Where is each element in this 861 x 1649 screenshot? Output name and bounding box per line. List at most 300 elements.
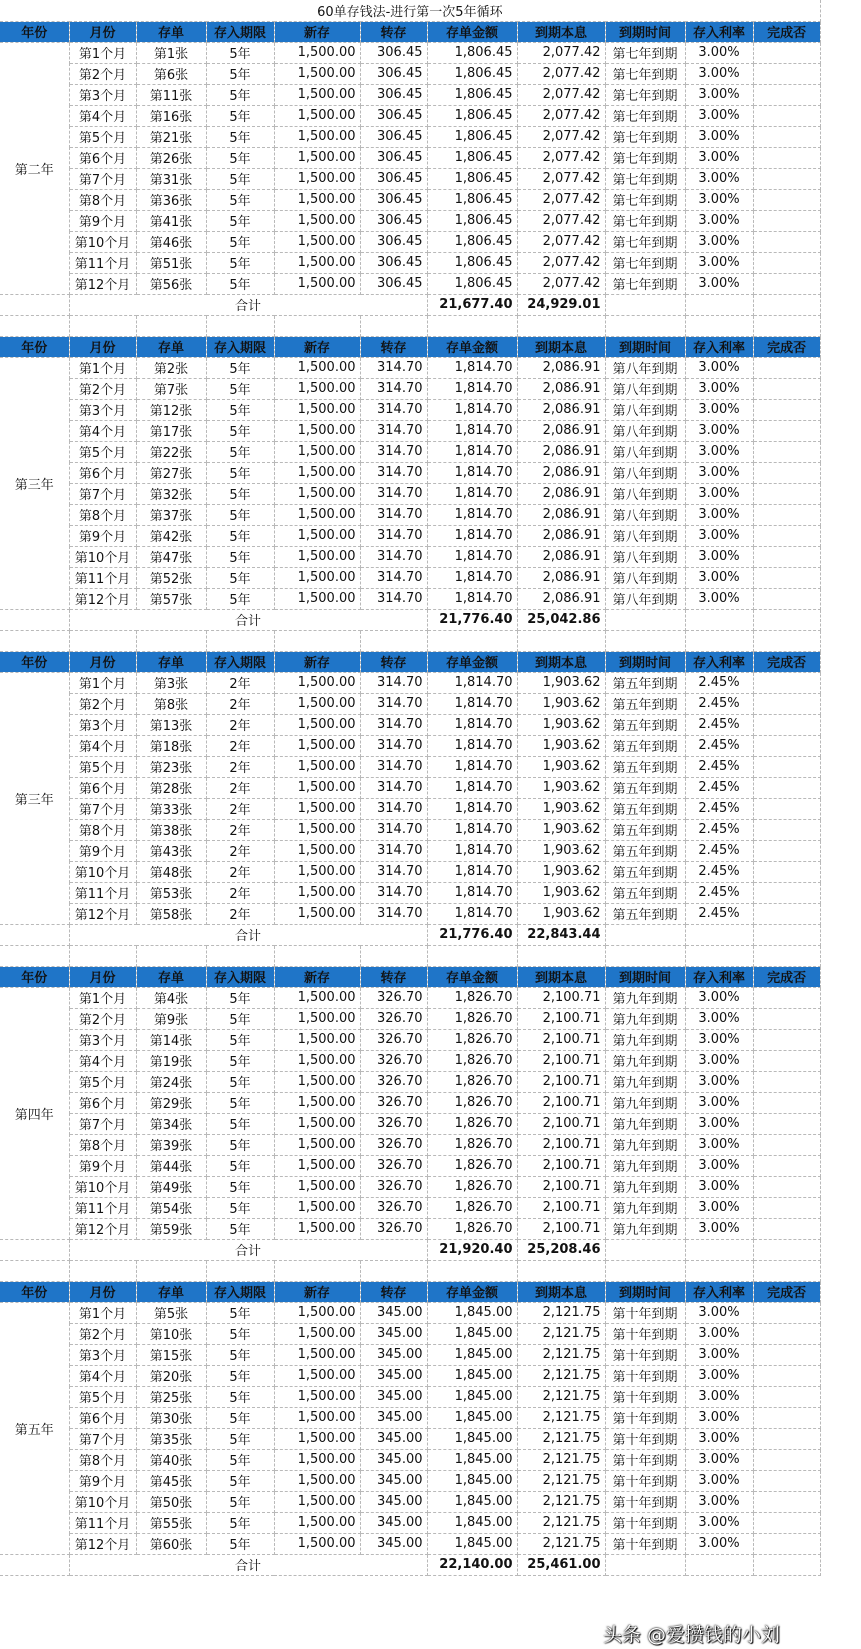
maturity-amount-cell: 2,077.42 <box>517 126 605 147</box>
rollover-cell: 306.45 <box>360 231 427 252</box>
deposit-amount-cell: 1,845.00 <box>427 1512 517 1533</box>
maturity-time-cell: 第七年到期 <box>605 105 685 126</box>
term-cell: 2年 <box>206 756 274 777</box>
deposit-amount-cell: 1,845.00 <box>427 1470 517 1491</box>
table-row <box>0 210 820 231</box>
new-deposit-cell: 1,500.00 <box>274 1155 360 1176</box>
header-year: 年份 <box>0 1281 69 1302</box>
done-cell <box>753 1470 820 1491</box>
month-cell: 第11个月 <box>69 252 136 273</box>
maturity-amount-cell: 2,100.71 <box>517 1134 605 1155</box>
maturity-time-cell: 第七年到期 <box>605 42 685 63</box>
header-month: 月份 <box>69 966 136 987</box>
table-row <box>0 357 820 378</box>
rollover-cell: 345.00 <box>360 1512 427 1533</box>
term-cell: 5年 <box>206 441 274 462</box>
done-cell <box>753 420 820 441</box>
term-cell: 5年 <box>206 126 274 147</box>
rate-cell: 3.00% <box>685 1071 753 1092</box>
header-deposit-amount: 存单金额 <box>427 966 517 987</box>
maturity-time-cell: 第七年到期 <box>605 252 685 273</box>
maturity-time-cell: 第九年到期 <box>605 1071 685 1092</box>
maturity-time-cell: 第九年到期 <box>605 1218 685 1239</box>
empty-cell <box>0 1260 69 1281</box>
deposit-no-cell: 第25张 <box>136 1386 206 1407</box>
deposit-no-cell: 第50张 <box>136 1491 206 1512</box>
title-row <box>0 0 820 21</box>
maturity-amount-cell: 2,100.71 <box>517 1218 605 1239</box>
deposit-amount-cell: 1,814.70 <box>427 525 517 546</box>
maturity-time-cell: 第七年到期 <box>605 84 685 105</box>
new-deposit-cell: 1,500.00 <box>274 777 360 798</box>
term-cell: 2年 <box>206 798 274 819</box>
table-row <box>0 84 820 105</box>
done-cell <box>753 1218 820 1239</box>
empty-cell <box>0 945 69 966</box>
deposit-amount-cell: 1,826.70 <box>427 1029 517 1050</box>
done-cell <box>753 1449 820 1470</box>
rate-cell: 3.00% <box>685 1365 753 1386</box>
month-cell: 第12个月 <box>69 903 136 924</box>
new-deposit-cell: 1,500.00 <box>274 840 360 861</box>
rollover-cell: 326.70 <box>360 1197 427 1218</box>
done-cell <box>753 1323 820 1344</box>
deposit-amount-cell: 1,845.00 <box>427 1428 517 1449</box>
table-row <box>0 168 820 189</box>
new-deposit-cell: 1,500.00 <box>274 525 360 546</box>
maturity-time-cell: 第十年到期 <box>605 1470 685 1491</box>
rate-cell: 3.00% <box>685 105 753 126</box>
empty-cell <box>427 630 517 651</box>
term-cell: 5年 <box>206 1491 274 1512</box>
maturity-time-cell: 第五年到期 <box>605 777 685 798</box>
maturity-amount-cell: 2,121.75 <box>517 1386 605 1407</box>
year-cell: 第五年 <box>0 1302 69 1554</box>
new-deposit-cell: 1,500.00 <box>274 1512 360 1533</box>
maturity-amount-cell: 2,100.71 <box>517 1155 605 1176</box>
rate-cell: 3.00% <box>685 1113 753 1134</box>
maturity-time-cell: 第十年到期 <box>605 1386 685 1407</box>
deposit-amount-cell: 1,814.70 <box>427 777 517 798</box>
done-cell <box>753 798 820 819</box>
maturity-time-cell: 第九年到期 <box>605 1197 685 1218</box>
header-deposit-amount: 存单金额 <box>427 336 517 357</box>
maturity-time-cell: 第十年到期 <box>605 1449 685 1470</box>
term-cell: 5年 <box>206 1197 274 1218</box>
rate-cell: 3.00% <box>685 210 753 231</box>
new-deposit-cell: 1,500.00 <box>274 399 360 420</box>
deposit-no-cell: 第13张 <box>136 714 206 735</box>
new-deposit-cell: 1,500.00 <box>274 42 360 63</box>
table-row <box>0 1302 820 1323</box>
rate-cell: 3.00% <box>685 126 753 147</box>
total-maturity-amount: 24,929.01 <box>517 294 605 315</box>
deposit-amount-cell: 1,814.70 <box>427 588 517 609</box>
term-cell: 5年 <box>206 1050 274 1071</box>
new-deposit-cell: 1,500.00 <box>274 1470 360 1491</box>
done-cell <box>753 1512 820 1533</box>
maturity-amount-cell: 2,086.91 <box>517 399 605 420</box>
deposit-amount-cell: 1,826.70 <box>427 1197 517 1218</box>
deposit-no-cell: 第3张 <box>136 672 206 693</box>
deposit-amount-cell: 1,806.45 <box>427 231 517 252</box>
header-term: 存入期限 <box>206 966 274 987</box>
header-maturity-time: 到期时间 <box>605 21 685 42</box>
term-cell: 2年 <box>206 819 274 840</box>
rollover-cell: 306.45 <box>360 126 427 147</box>
deposit-amount-cell: 1,806.45 <box>427 84 517 105</box>
month-cell: 第10个月 <box>69 861 136 882</box>
deposit-no-cell: 第32张 <box>136 483 206 504</box>
header-deposit-no: 存单 <box>136 966 206 987</box>
new-deposit-cell: 1,500.00 <box>274 1218 360 1239</box>
maturity-time-cell: 第十年到期 <box>605 1302 685 1323</box>
total-deposit-amount: 22,140.00 <box>427 1554 517 1575</box>
new-deposit-cell: 1,500.00 <box>274 1491 360 1512</box>
rollover-cell: 306.45 <box>360 84 427 105</box>
rate-cell: 2.45% <box>685 777 753 798</box>
month-cell: 第1个月 <box>69 42 136 63</box>
new-deposit-cell: 1,500.00 <box>274 756 360 777</box>
empty-cell <box>753 924 820 945</box>
empty-cell <box>605 1554 685 1575</box>
term-cell: 5年 <box>206 1344 274 1365</box>
done-cell <box>753 147 820 168</box>
deposit-no-cell: 第52张 <box>136 567 206 588</box>
new-deposit-cell: 1,500.00 <box>274 147 360 168</box>
done-cell <box>753 1365 820 1386</box>
header-maturity-time: 到期时间 <box>605 651 685 672</box>
maturity-time-cell: 第七年到期 <box>605 231 685 252</box>
deposit-no-cell: 第30张 <box>136 1407 206 1428</box>
rollover-cell: 314.70 <box>360 462 427 483</box>
month-cell: 第11个月 <box>69 567 136 588</box>
done-cell <box>753 357 820 378</box>
empty-cell <box>69 1260 136 1281</box>
deposit-amount-cell: 1,814.70 <box>427 567 517 588</box>
header-row <box>0 966 820 987</box>
table-row <box>0 462 820 483</box>
term-cell: 5年 <box>206 588 274 609</box>
done-cell <box>753 1197 820 1218</box>
header-maturity-amount: 到期本息 <box>517 21 605 42</box>
new-deposit-cell: 1,500.00 <box>274 210 360 231</box>
rollover-cell: 326.70 <box>360 1134 427 1155</box>
term-cell: 5年 <box>206 1029 274 1050</box>
empty-cell <box>685 630 753 651</box>
deposit-no-cell: 第2张 <box>136 357 206 378</box>
maturity-time-cell: 第十年到期 <box>605 1323 685 1344</box>
maturity-amount-cell: 2,086.91 <box>517 462 605 483</box>
table-row <box>0 1071 820 1092</box>
term-cell: 5年 <box>206 987 274 1008</box>
rollover-cell: 314.70 <box>360 378 427 399</box>
rollover-cell: 314.70 <box>360 777 427 798</box>
maturity-amount-cell: 2,100.71 <box>517 1050 605 1071</box>
table-row <box>0 105 820 126</box>
term-cell: 2年 <box>206 861 274 882</box>
table-row <box>0 798 820 819</box>
new-deposit-cell: 1,500.00 <box>274 798 360 819</box>
maturity-time-cell: 第十年到期 <box>605 1491 685 1512</box>
done-cell <box>753 1113 820 1134</box>
maturity-time-cell: 第五年到期 <box>605 861 685 882</box>
table-row <box>0 861 820 882</box>
maturity-time-cell: 第十年到期 <box>605 1365 685 1386</box>
deposit-amount-cell: 1,826.70 <box>427 1176 517 1197</box>
table-row <box>0 1449 820 1470</box>
new-deposit-cell: 1,500.00 <box>274 1134 360 1155</box>
table-row <box>0 525 820 546</box>
rate-cell: 3.00% <box>685 1134 753 1155</box>
rate-cell: 3.00% <box>685 1197 753 1218</box>
term-cell: 5年 <box>206 42 274 63</box>
deposit-amount-cell: 1,845.00 <box>427 1344 517 1365</box>
term-cell: 2年 <box>206 777 274 798</box>
done-cell <box>753 1134 820 1155</box>
maturity-amount-cell: 2,100.71 <box>517 1113 605 1134</box>
term-cell: 5年 <box>206 483 274 504</box>
maturity-amount-cell: 2,086.91 <box>517 525 605 546</box>
deposit-amount-cell: 1,814.70 <box>427 819 517 840</box>
month-cell: 第1个月 <box>69 357 136 378</box>
deposit-no-cell: 第47张 <box>136 546 206 567</box>
rate-cell: 2.45% <box>685 756 753 777</box>
header-year: 年份 <box>0 336 69 357</box>
rollover-cell: 314.70 <box>360 903 427 924</box>
deposit-no-cell: 第53张 <box>136 882 206 903</box>
maturity-amount-cell: 2,077.42 <box>517 189 605 210</box>
maturity-amount-cell: 1,903.62 <box>517 777 605 798</box>
done-cell <box>753 735 820 756</box>
rollover-cell: 314.70 <box>360 840 427 861</box>
header-maturity-amount: 到期本息 <box>517 651 605 672</box>
maturity-amount-cell: 2,077.42 <box>517 147 605 168</box>
month-cell: 第9个月 <box>69 525 136 546</box>
maturity-time-cell: 第七年到期 <box>605 168 685 189</box>
maturity-time-cell: 第八年到期 <box>605 525 685 546</box>
maturity-time-cell: 第五年到期 <box>605 714 685 735</box>
deposit-no-cell: 第12张 <box>136 399 206 420</box>
deposit-amount-cell: 1,806.45 <box>427 210 517 231</box>
header-new-deposit: 新存 <box>274 651 360 672</box>
rate-cell: 3.00% <box>685 1302 753 1323</box>
deposit-amount-cell: 1,845.00 <box>427 1449 517 1470</box>
header-month: 月份 <box>69 21 136 42</box>
maturity-time-cell: 第十年到期 <box>605 1533 685 1554</box>
done-cell <box>753 441 820 462</box>
new-deposit-cell: 1,500.00 <box>274 441 360 462</box>
done-cell <box>753 525 820 546</box>
done-cell <box>753 1491 820 1512</box>
maturity-amount-cell: 2,121.75 <box>517 1491 605 1512</box>
month-cell: 第9个月 <box>69 1470 136 1491</box>
empty-cell <box>0 924 69 945</box>
total-deposit-amount: 21,920.40 <box>427 1239 517 1260</box>
rate-cell: 2.45% <box>685 672 753 693</box>
table-row <box>0 756 820 777</box>
table-row <box>0 672 820 693</box>
month-cell: 第12个月 <box>69 273 136 294</box>
done-cell <box>753 168 820 189</box>
rate-cell: 3.00% <box>685 399 753 420</box>
year-cell: 第二年 <box>0 42 69 294</box>
month-cell: 第4个月 <box>69 1050 136 1071</box>
maturity-amount-cell: 1,903.62 <box>517 819 605 840</box>
deposit-no-cell: 第5张 <box>136 1302 206 1323</box>
empty-cell <box>605 1260 685 1281</box>
table-row <box>0 42 820 63</box>
deposit-amount-cell: 1,814.70 <box>427 714 517 735</box>
maturity-time-cell: 第五年到期 <box>605 672 685 693</box>
rate-cell: 3.00% <box>685 1323 753 1344</box>
new-deposit-cell: 1,500.00 <box>274 714 360 735</box>
term-cell: 5年 <box>206 1092 274 1113</box>
maturity-amount-cell: 2,077.42 <box>517 105 605 126</box>
maturity-time-cell: 第八年到期 <box>605 546 685 567</box>
rollover-cell: 345.00 <box>360 1344 427 1365</box>
empty-cell <box>206 630 274 651</box>
table-row <box>0 1491 820 1512</box>
deposit-amount-cell: 1,826.70 <box>427 1113 517 1134</box>
maturity-amount-cell: 2,121.75 <box>517 1365 605 1386</box>
table-row <box>0 1428 820 1449</box>
total-label: 合计 <box>69 924 427 945</box>
rate-cell: 3.00% <box>685 189 753 210</box>
table-row <box>0 777 820 798</box>
rate-cell: 3.00% <box>685 357 753 378</box>
table-row <box>0 1008 820 1029</box>
rate-cell: 3.00% <box>685 147 753 168</box>
deposit-no-cell: 第16张 <box>136 105 206 126</box>
empty-cell <box>136 945 206 966</box>
empty-cell <box>427 315 517 336</box>
rate-cell: 3.00% <box>685 1218 753 1239</box>
deposit-no-cell: 第42张 <box>136 525 206 546</box>
deposit-amount-cell: 1,814.70 <box>427 441 517 462</box>
deposit-amount-cell: 1,814.70 <box>427 420 517 441</box>
month-cell: 第6个月 <box>69 462 136 483</box>
watermark: 头条 @爱攒钱的小刘 <box>603 1624 781 1646</box>
rate-cell: 2.45% <box>685 798 753 819</box>
table-row <box>0 1134 820 1155</box>
term-cell: 5年 <box>206 231 274 252</box>
rollover-cell: 326.70 <box>360 1218 427 1239</box>
done-cell <box>753 231 820 252</box>
new-deposit-cell: 1,500.00 <box>274 189 360 210</box>
rollover-cell: 314.70 <box>360 525 427 546</box>
term-cell: 5年 <box>206 252 274 273</box>
deposit-amount-cell: 1,814.70 <box>427 861 517 882</box>
month-cell: 第5个月 <box>69 1386 136 1407</box>
done-cell <box>753 252 820 273</box>
new-deposit-cell: 1,500.00 <box>274 420 360 441</box>
deposit-amount-cell: 1,814.70 <box>427 756 517 777</box>
header-maturity-amount: 到期本息 <box>517 966 605 987</box>
done-cell <box>753 1029 820 1050</box>
deposit-no-cell: 第44张 <box>136 1155 206 1176</box>
empty-cell <box>206 945 274 966</box>
empty-cell <box>605 924 685 945</box>
header-done: 完成否 <box>753 651 820 672</box>
deposit-no-cell: 第27张 <box>136 462 206 483</box>
deposit-amount-cell: 1,806.45 <box>427 105 517 126</box>
maturity-amount-cell: 2,077.42 <box>517 252 605 273</box>
deposit-amount-cell: 1,814.70 <box>427 903 517 924</box>
header-done: 完成否 <box>753 21 820 42</box>
table-row <box>0 903 820 924</box>
deposit-amount-cell: 1,845.00 <box>427 1302 517 1323</box>
empty-cell <box>605 945 685 966</box>
header-month: 月份 <box>69 651 136 672</box>
deposit-no-cell: 第46张 <box>136 231 206 252</box>
rollover-cell: 306.45 <box>360 252 427 273</box>
rate-cell: 3.00% <box>685 273 753 294</box>
maturity-time-cell: 第七年到期 <box>605 63 685 84</box>
deposit-no-cell: 第15张 <box>136 1344 206 1365</box>
month-cell: 第8个月 <box>69 1134 136 1155</box>
new-deposit-cell: 1,500.00 <box>274 1365 360 1386</box>
rollover-cell: 314.70 <box>360 861 427 882</box>
maturity-amount-cell: 2,100.71 <box>517 1197 605 1218</box>
maturity-amount-cell: 2,077.42 <box>517 84 605 105</box>
done-cell <box>753 756 820 777</box>
maturity-amount-cell: 2,100.71 <box>517 1008 605 1029</box>
rate-cell: 3.00% <box>685 1050 753 1071</box>
total-row <box>0 924 820 945</box>
deposit-no-cell: 第58张 <box>136 903 206 924</box>
term-cell: 5年 <box>206 1113 274 1134</box>
rollover-cell: 314.70 <box>360 504 427 525</box>
rollover-cell: 345.00 <box>360 1491 427 1512</box>
month-cell: 第8个月 <box>69 189 136 210</box>
table-row <box>0 273 820 294</box>
maturity-amount-cell: 2,121.75 <box>517 1533 605 1554</box>
maturity-amount-cell: 2,121.75 <box>517 1428 605 1449</box>
month-cell: 第6个月 <box>69 1407 136 1428</box>
maturity-amount-cell: 2,086.91 <box>517 441 605 462</box>
month-cell: 第5个月 <box>69 126 136 147</box>
header-month: 月份 <box>69 336 136 357</box>
month-cell: 第12个月 <box>69 1218 136 1239</box>
empty-cell <box>753 609 820 630</box>
deposit-no-cell: 第56张 <box>136 273 206 294</box>
done-cell <box>753 399 820 420</box>
deposit-amount-cell: 1,814.70 <box>427 840 517 861</box>
rate-cell: 3.00% <box>685 1470 753 1491</box>
maturity-amount-cell: 2,086.91 <box>517 483 605 504</box>
total-row <box>0 1554 820 1575</box>
new-deposit-cell: 1,500.00 <box>274 357 360 378</box>
term-cell: 2年 <box>206 903 274 924</box>
empty-cell <box>605 294 685 315</box>
maturity-time-cell: 第十年到期 <box>605 1407 685 1428</box>
table-row <box>0 546 820 567</box>
deposit-amount-cell: 1,826.70 <box>427 987 517 1008</box>
header-year: 年份 <box>0 651 69 672</box>
new-deposit-cell: 1,500.00 <box>274 252 360 273</box>
total-label: 合计 <box>69 1239 427 1260</box>
new-deposit-cell: 1,500.00 <box>274 1344 360 1365</box>
deposit-amount-cell: 1,826.70 <box>427 1050 517 1071</box>
deposit-no-cell: 第24张 <box>136 1071 206 1092</box>
deposit-amount-cell: 1,806.45 <box>427 147 517 168</box>
header-done: 完成否 <box>753 336 820 357</box>
empty-cell <box>360 945 427 966</box>
header-deposit-no: 存单 <box>136 651 206 672</box>
maturity-amount-cell: 1,903.62 <box>517 735 605 756</box>
rollover-cell: 345.00 <box>360 1449 427 1470</box>
